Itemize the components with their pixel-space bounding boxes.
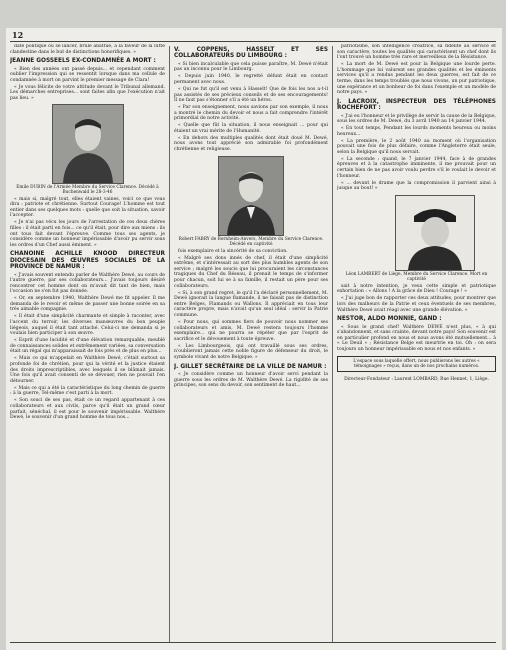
paragraph: « J'ai eu l'honneur et le privilège de servir la cause de la Belgique, sous les ordres de M. Dewé, du 3 avril 1940 au 14 janvier 1944. (337, 113, 496, 125)
paragraph: « Sous le grand chef! Walthère DEWÉ n'est plus, « à qui s'abandonnent, et sans crainte, devant notre pays! Son souvenir est en particulier profond en nous et nous avons été mutuellement... à « Le Deuil » ; Résistance Belge est meurtrie en toi. Oh : on sera toujours un honneur impérissable en nous et nos enfants. » (337, 324, 496, 352)
paragraph: « Or, en septembre 1940, Walthère Dewé me fit appeler. Il me demanda de le revoir et même de passer une bonne soirée en sa très aimable compagnie. (10, 296, 165, 313)
photo-caption: Emile DUBIN de l'Armée Membre du Service Clarence. Décédé à Buchenwald le 28-3-46 (16, 184, 159, 195)
paragraph: « Malgré ses dons innés de chef, il était d'une simplicité extrême, et s'intéressait au sort des plus humbles agents de son service ; malgré les soucis que lui procuraient les circonstances tragiques du Chef du Réseau, il prenait le temps de s'informer pour chacun, soit lui se à sa famille, il restait un père pour ses collaborateurs. (174, 255, 328, 289)
paragraph: « Esprit d'une lucidité et d'une élévation remarquable, meublé de connaissances solides et extrêmement variées, sa conversation était un régal qui m'apparaissait de fois près et de plus en plus... (10, 338, 165, 355)
paragraph: « Quelle que fût la situation, il nous enseignait ... pour qui étaient un vrai mérite de l'Humanité. (174, 123, 328, 134)
column-3 (337, 44, 496, 640)
portrait-icon (219, 157, 283, 235)
editorial-note (337, 356, 496, 372)
paragraph: « mais si, malgré tout, elles étaient vaines, voici ce que vous dira : patriote et chrétienne. Surtout Courage! L'homme est tout entier dans ses quelques mots : quelle que soit la situation, savoir l'accepter. (10, 196, 165, 219)
section-title: V. COPPENS, HASSELT ET SES COLLABORATEURS DU LIMBOURG : (174, 47, 328, 60)
publisher-line: Directeur-Fondateur : Laurent LOMBARD, Rue Hennet, 1, Liège. (344, 376, 489, 382)
paragraph: « Pour nous, qui sommes fiers de pouvoir nous nommer ses collaborateurs et amis, M. Dewé restera toujours l'homme exemplaire... qui ne pourra se répéter que par l'esprit de sacrifice et le dévouement à toute épreuve. (174, 319, 328, 342)
paragraph: fois exemplaire et la sincérité de sa conviction. (178, 248, 288, 254)
paragraph: « Je considère comme un honneur d'avoir servi pendant la guerre sous les ordres de M. Walthère Dewé. La rigidité de ses principes, son sens du devoir, son sentiment de haut... (174, 371, 328, 389)
paragraph: « En dehors des multiples qualités dont était doué M. Dewé, nous avons tout apprécié son admirable foi profondément chrétienne et religieuse. (174, 135, 328, 153)
bottom-rule (10, 642, 496, 643)
page-number: 12 (12, 30, 24, 40)
section-title: J. GILLET SECRÉTAIRE DE LA VILLE DE NAMUR : (174, 363, 327, 370)
portrait-photo-dubin (52, 104, 124, 184)
col1-intro: date politique ou se lancer, brûle abattue, à la faveur de la lutte clandestine dans le but de distinctions honorifiques. » (10, 44, 165, 55)
paragraph: « ... devant le drame que la compromission il parvient ainsi à jusque au bout! » (337, 180, 496, 192)
column-1 (10, 44, 165, 640)
paragraph: « Je n'ai pas vécu les jours de l'arrestation de ces deux chères filles : il était parti en fois... ce qu'il était, pour dire aux miens : ils ont tous fait devant l'épreuve. Comme tous ses agents, je considère comme un honneur impérissable d'avoir pu servir sous les ordres d'un Chef aussi éminent. » (10, 220, 165, 248)
editorial-note-text: L'espace sous laquelle offert, nous publierons les autres « témoignages » reçus, dans un de nos prochains numéros. (353, 358, 480, 369)
paragraph: « En tout temps, Pendant les lourds moments heureux ou moins heureux... (337, 126, 496, 137)
paragraph: « J'ai juge bon de rapporter ces deux attitudes, pour montrer que lors des malheurs de la Patrie et ceux éventuels de ses membres, Walthère Dewé avait réagi avec une grande élévation. » (337, 296, 496, 313)
column-divider (169, 46, 170, 642)
paragraph: « Mais ce qui m'appelait en Walthère Dewé, c'était surtout sa profonde foi de chrétien, pour qui la vérité et la justice étaient des droits imprescriptibles, avec lesquels il se blâmait jamais. Une fois qu'il avait consenti de se dévouer, rien ne pouvait l'en détourner. (10, 356, 165, 384)
paragraph: « La mort de M. Dewé est pour la Belgique une lourde perte. L'hommage que lui valurent ses grandes qualités et les éminents services qu'il a rendus pendant les deux guerres, est fait de ce terme, dans les temps troublés que nous vivons, un pur patriotique, une espérance et un bonheur de foi dans l'exemple et un modèle de notre pays. » (337, 62, 496, 96)
paragraph: « Les Limbourgeois, qui ont travaillé sous ses ordres, n'oublieront jamais cette noble figure de défenseur du droit, le symbole vivant de notre Belgique. » (174, 343, 328, 360)
paragraph: « Il était d'une simplicité charmante et simple à raconter, avec l'accent du terroir, les diverses manœuvres du bon peuple liégeois, auquel il était tant attaché. Celui-ci me demanda si je voulais bien participer à son œuvre. (10, 314, 165, 337)
photo-caption: Robert FABRY de Bernheim-Anvers, Membre du Service Clarence. Décédé en captivité (178, 236, 324, 247)
paragraph: « La première, le 2 août 1940 au moment où l'organisation pouvait une fois de plus défaire, comme l'Angleterre était seule, selon la Belgique qu'il nous servait. (337, 138, 496, 155)
column-divider (332, 46, 333, 642)
paragraph: « Depuis juin 1940, le regretté défunt était en contact permanent avec nous. (174, 74, 328, 85)
column-2 (174, 44, 328, 640)
section-title: J. LACROIX, INSPECTEUR DES TÉLÉPHONES ROCHEFORT : (337, 98, 496, 112)
paragraph: « Son souci de ses pas, était ce un regard appartenant à ces collaborateurs et aux civils, parce qu'il était un grand cœur parfait, sénéchal, il est pour le souvenir impérissable. Walthère Dewé, le souvenir d'un grand homme de tous nos... (10, 398, 165, 421)
page-header (10, 30, 496, 42)
paragraph: « Je vous félicite de votre attitude devant le Tribunal allemand. Les démarches entreprises... sont faites afin que l'exécution n'ait pas lieu. » (10, 84, 165, 101)
section-title: JEANNE GOSSEELS EX-CONDAMNÉE A MORT : (10, 58, 156, 65)
paragraph: « Mais ce qui a été la caractéristique du long chemin de guerre : à la guerre, Tel-même c'est parti à la mort. (10, 385, 165, 397)
paragraph: sait à notre intention, je veux cette simple et patriotique exhortation : « Allons ! A la grâce de Dieu ! Courage ! » (337, 283, 496, 295)
section-title: NESTOR, ALDO MONNIE, GAND : (337, 316, 442, 323)
paragraph: « Bien des années ont passé depuis... et cependant comment oublier l'impression qui se ressentit lorsque dans ma cellule de condamnée à mort on parvint le premier message de Clara! (10, 66, 165, 83)
photo-caption: Léon LAMBERT de Liège, Membre du Service Clarence. Mort en captivité (345, 271, 488, 282)
portrait-photo-fabry (218, 156, 284, 236)
magazine-page (6, 28, 502, 650)
paragraph: « Si, à son grand regret, le qu'il l'a déclaré personnellement, M. Dewé ignorait la langue flamande, il ne faisait pas de distinction entre Belges, Flamands ou Wallons. Il appréciait en tous leur caractère propre, mais n'avait qu'un seul idéal : servir la Patrie commune. (174, 290, 328, 318)
paragraph: « La seconde : quand, le 7 janvier 1944, face à de grandes épreuves et à la catastrophe imminente, il me prouvait pour un certain bien de ne pas avoir voulu perdre s'il le voulait le devoir et l'honneur. (337, 156, 496, 179)
portrait-photo-lambert (395, 195, 475, 271)
portrait-icon (396, 196, 474, 270)
paragraph: « Qui ne fut qu'il est venu à Hasselt! Que de fois les nos a-t-il pas assistés de ses précieux conseils et de ses encouragements! Il ne faut pas s'étonner s'il a été un héros. (174, 86, 328, 104)
section-title: CHANOINE ACHILLE KNOOD DIRECTEUR DIOCESAIN DES ŒUVRES SOCIALES DE LA PROVINCE DE NAMUR : (10, 251, 165, 271)
paragraph: « J'avais souvent entendu parler de Walthère Dewé, au cours de l'autre guerre, par ses collaborateurs... J'avais toujours désiré rencontrer cet homme dont on m'avait dit tant de bien, mais l'occasion ne s'en fut pas donnée. (10, 272, 165, 295)
paragraph: « Par son enseignement, nous savions par son exemple, il nous a montré le chemin du devoir et nous a fait comprendre l'intérêt primordial de notre activité. (174, 105, 328, 122)
paragraph: patriotisme, son intelligence créatrice, sa fidélité au service et son caractère, toutes les qualités qui caractérisent un chef dont ils l'ont trouvé un homme très rare et merveilleux de la Résistance. (337, 44, 496, 61)
paragraph: « Si bien incalculable que cela puisse paraître, M. Dewé n'était pas un inconnu pour le Limbourg. (174, 61, 328, 73)
portrait-icon (53, 105, 123, 183)
